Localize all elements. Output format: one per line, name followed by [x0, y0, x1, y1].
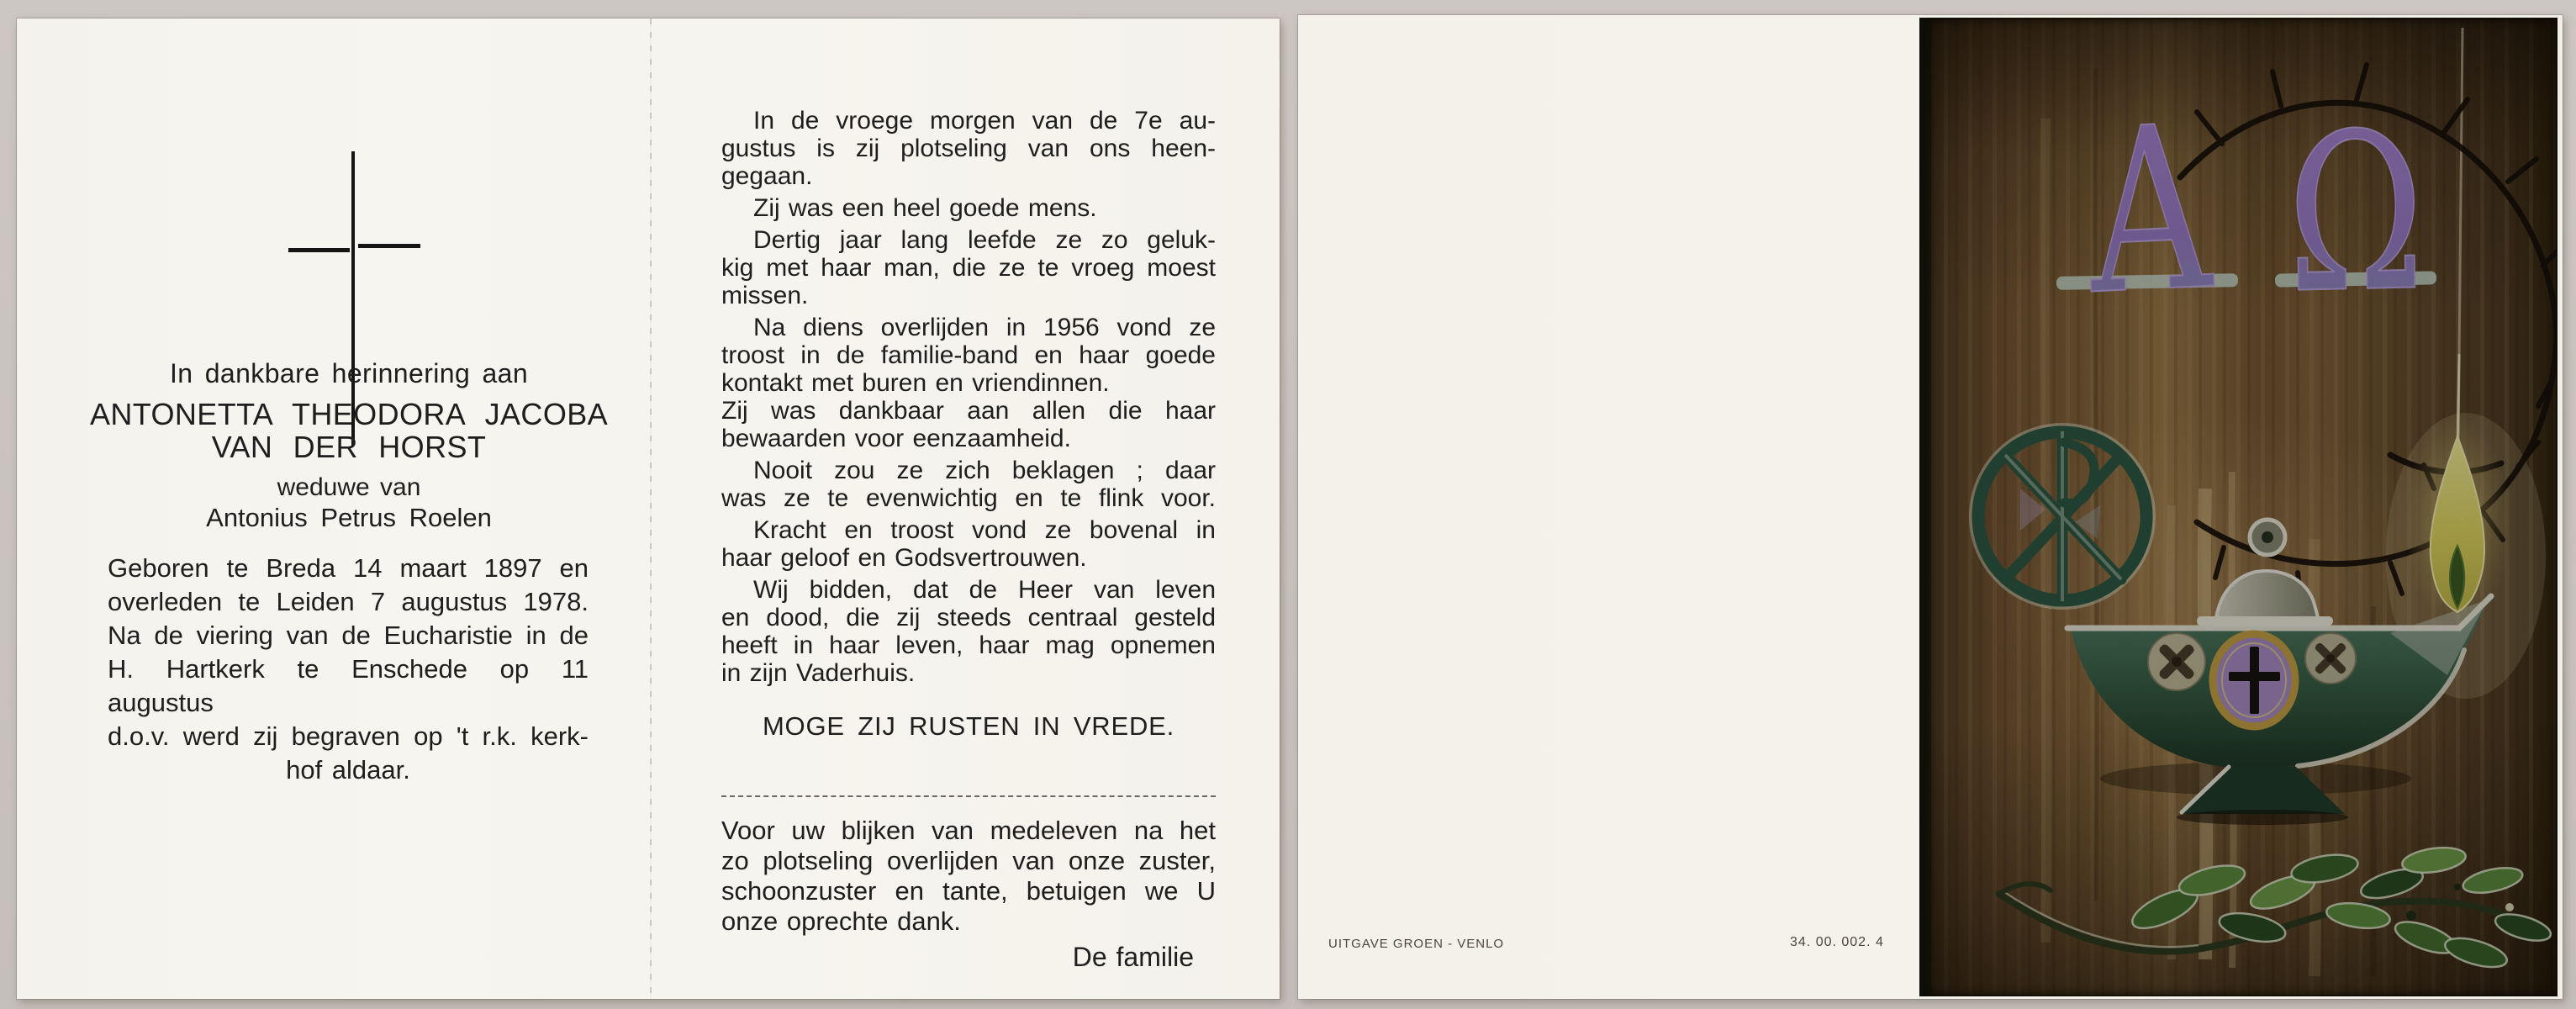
memorial-line: kontakt met buren en vriendinnen.: [721, 369, 1110, 397]
memorial-line: Dertig jaar lang leefde ze zo geluk-: [753, 226, 1216, 254]
dashed-divider: [721, 795, 1216, 797]
dedication-line: In dankbare herinnering aan: [169, 358, 529, 388]
edition-number: 34. 00. 002. 4: [1790, 935, 1884, 949]
memorial-line: in zijn Vaderhuis.: [721, 659, 916, 687]
bio-line: overleden te Leiden 7 augustus 1978.: [108, 587, 589, 616]
memorial-line: missen.: [721, 282, 809, 309]
memorial-line: Na diens overlijden in 1956 vond ze: [753, 314, 1216, 341]
rest-in-peace-line: MOGE ZIJ RUSTEN IN VREDE.: [762, 711, 1175, 741]
memorial-line: troost in de familie-band en haar goede: [721, 341, 1216, 369]
bio-line: Geboren te Breda 14 maart 1897 en: [108, 553, 589, 583]
cross-right-arm: [358, 244, 420, 248]
memorial-line: was ze te evenwichtig en te flink voor.: [721, 484, 1216, 512]
relation-line: weduwe van: [277, 473, 421, 501]
memorial-line: en dood, die zij steeds centraal gesteld: [721, 604, 1216, 631]
bio-line: Na de viering van de Eucharistie in de: [108, 621, 589, 650]
thanks-block: [721, 816, 1216, 937]
card-fold-crease: [650, 18, 652, 999]
memorial-line: In de vroege morgen van de 7e au-: [753, 107, 1216, 135]
cover-artwork-svg: [1919, 18, 2558, 996]
cross-left-arm: [288, 248, 350, 252]
memorial-line: haar geloof en Godsvertrouwen.: [721, 544, 1087, 572]
memorial-line: kig met haar man, die ze te vroeg moest: [721, 254, 1216, 282]
grain-texture: [1919, 18, 2558, 996]
thanks-line: schoonzuster en tante, betuigen we U: [721, 876, 1216, 906]
memorial-line: Kracht en troost vond ze bovenal in: [753, 516, 1216, 544]
omega-letter: Ω: [2285, 86, 2426, 342]
thanks-line: zo plotseling overlijden van onze zuster,: [721, 846, 1216, 875]
memorial-line: Zij was een heel goede mens.: [753, 194, 1097, 222]
deceased-name: [34, 398, 664, 463]
thanks-line: Voor uw blijken van medeleven na het: [721, 816, 1216, 845]
thanks-line: onze oprechte dank.: [721, 906, 961, 936]
memorial-line: Nooit zou ze zich beklagen ; daar: [753, 457, 1216, 484]
memorial-line: gegaan.: [721, 162, 813, 190]
bio-line: d.o.v. werd zij begraven op 't r.k. kerk-: [108, 721, 589, 751]
deceased-name-line2: VAN DER HORST: [211, 430, 487, 464]
biography-block: [108, 552, 589, 787]
memorial-line: gustus is zij plotseling van ons heen-: [721, 135, 1216, 162]
memorial-line: heeft in haar leven, haar mag opnemen: [721, 631, 1216, 659]
memorial-line: Wij bidden, dat de Heer van leven: [753, 576, 1216, 604]
card-inside-spread: [17, 18, 1280, 999]
memorial-line: bewaarden voor eenzaamheid.: [721, 425, 1071, 452]
bio-line: H. Hartkerk te Enschede op 11 augustus: [108, 654, 589, 717]
bio-line: hof aldaar.: [286, 755, 410, 784]
family-signature: De familie: [1072, 942, 1194, 972]
cover-artwork: [1919, 18, 2558, 996]
alpha-letter: Α: [2087, 76, 2214, 345]
memorial-text-block: [721, 107, 1216, 971]
publisher-imprint: UITGAVE GROEN - VENLO: [1328, 937, 1505, 951]
deceased-name-line1: ANTONETTA THEODORA JACOBA: [89, 397, 609, 431]
card-outside-spread: [1298, 15, 2563, 999]
husband-name: Antonius Petrus Roelen: [206, 503, 492, 532]
memorial-line: Zij was dankbaar aan allen die haar: [721, 397, 1216, 425]
